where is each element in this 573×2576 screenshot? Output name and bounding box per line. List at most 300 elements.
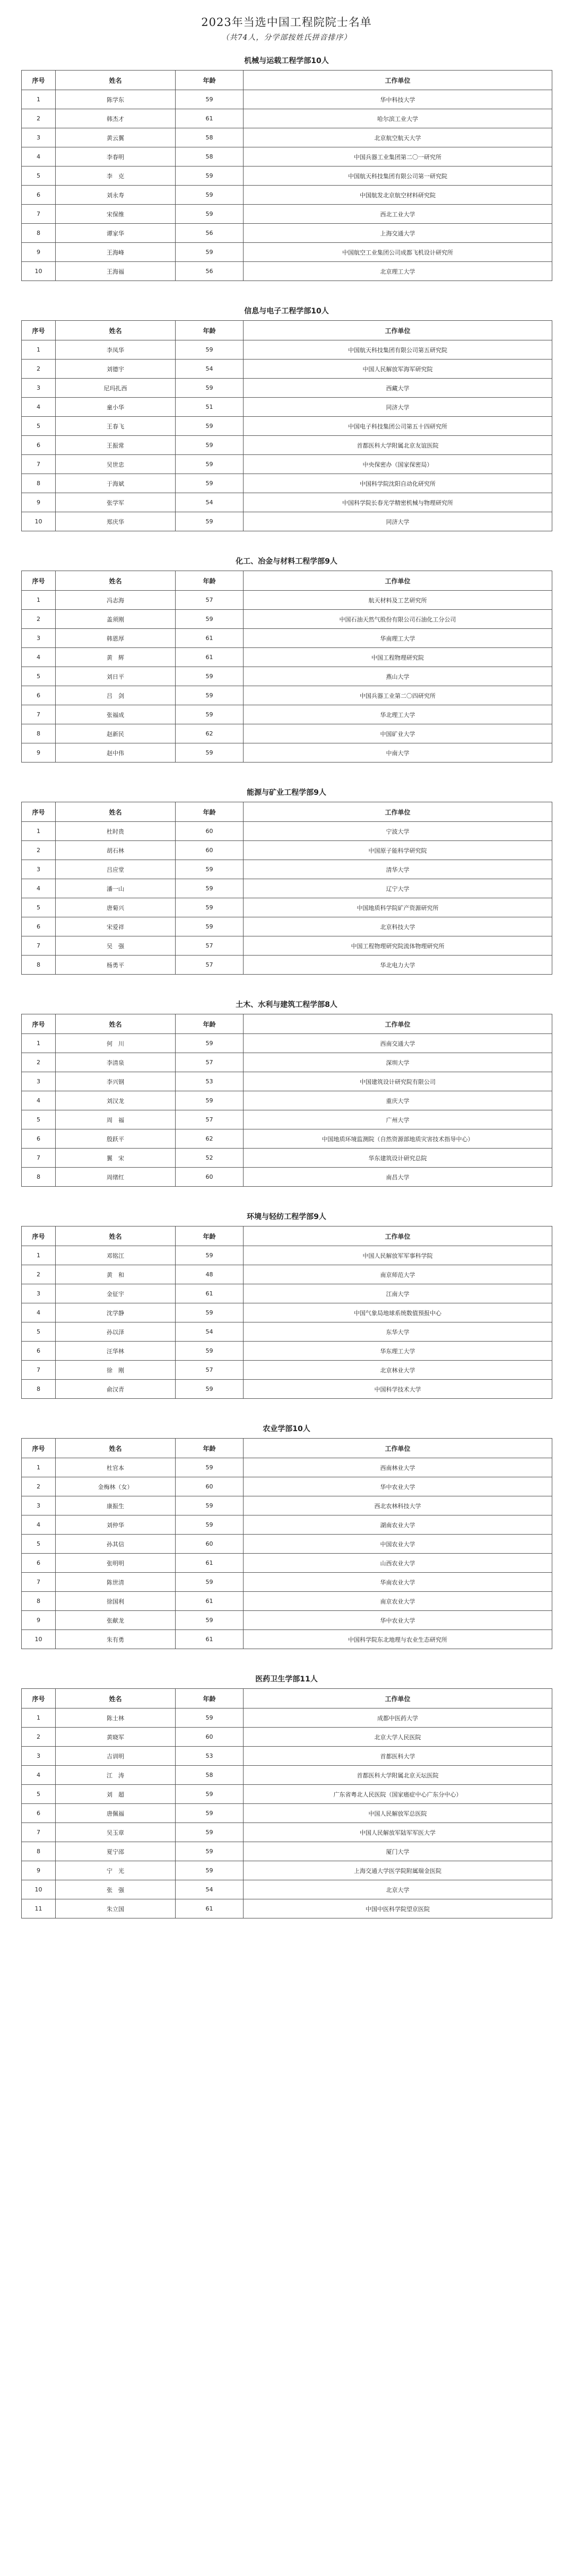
table-row — [22, 128, 552, 147]
header-unit: 工作单位 — [244, 1014, 552, 1034]
cell-unit: 中国兵器工业第二〇四研究所 — [244, 686, 552, 705]
cell-name: 沈学静 — [56, 1303, 176, 1322]
member-table — [21, 571, 552, 763]
cell-name: 潘一山 — [56, 879, 176, 898]
cell-unit: 中国航发北京航空材料研究院 — [244, 186, 552, 205]
cell-number: 2 — [22, 1477, 56, 1496]
cell-unit: 宁波大学 — [244, 822, 552, 841]
table-header-row — [22, 571, 552, 591]
table-row — [22, 167, 552, 186]
cell-name: 赵中伟 — [56, 743, 176, 763]
table-row — [22, 1149, 552, 1168]
cell-name: 于海斌 — [56, 474, 176, 493]
table-row — [22, 1129, 552, 1149]
cell-unit: 成都中医药大学 — [244, 1708, 552, 1728]
cell-unit: 中国石油天然气股份有限公司石油化工分公司 — [244, 610, 552, 629]
cell-name: 吴 强 — [56, 936, 176, 956]
cell-age: 59 — [176, 436, 244, 455]
table-row — [22, 1880, 552, 1899]
cell-age: 59 — [176, 1804, 244, 1823]
cell-name: 杜官本 — [56, 1458, 176, 1477]
cell-name: 黄晓军 — [56, 1728, 176, 1747]
cell-age: 61 — [176, 1284, 244, 1303]
cell-age: 59 — [176, 455, 244, 474]
table-row — [22, 591, 552, 610]
cell-age: 59 — [176, 686, 244, 705]
cell-unit: 华北理工大学 — [244, 705, 552, 724]
cell-name: 冯志海 — [56, 591, 176, 610]
cell-number: 7 — [22, 936, 56, 956]
cell-name: 尼玛扎西 — [56, 379, 176, 398]
table-row — [22, 860, 552, 879]
table-row — [22, 436, 552, 455]
cell-age: 59 — [176, 1611, 244, 1630]
cell-age: 61 — [176, 1630, 244, 1649]
cell-name: 杨勇平 — [56, 956, 176, 975]
table-row — [22, 109, 552, 128]
cell-number: 6 — [22, 686, 56, 705]
cell-unit: 湖南农业大学 — [244, 1515, 552, 1535]
cell-unit: 航天材料及工艺研究所 — [244, 591, 552, 610]
header-number: 序号 — [22, 1226, 56, 1246]
member-table — [21, 70, 552, 281]
cell-number: 4 — [22, 398, 56, 417]
cell-age: 54 — [176, 1880, 244, 1899]
document-subtitle: （共74人，分学部按姓氏拼音排序） — [221, 33, 352, 42]
cell-unit: 中国兵器工业集团第二〇一研究所 — [244, 147, 552, 167]
header-number: 序号 — [22, 802, 56, 822]
cell-age: 59 — [176, 167, 244, 186]
cell-age: 62 — [176, 724, 244, 743]
cell-name: 陈世清 — [56, 1573, 176, 1592]
cell-age: 59 — [176, 667, 244, 686]
cell-name: 俞汉青 — [56, 1380, 176, 1399]
cell-unit: 深圳大学 — [244, 1053, 552, 1072]
cell-name: 吕 剑 — [56, 686, 176, 705]
cell-age: 53 — [176, 1072, 244, 1091]
cell-number: 6 — [22, 436, 56, 455]
cell-unit: 北京航空航天大学 — [244, 128, 552, 147]
cell-number: 6 — [22, 1342, 56, 1361]
cell-number: 7 — [22, 1823, 56, 1842]
cell-name: 张献龙 — [56, 1611, 176, 1630]
cell-unit: 辽宁大学 — [244, 879, 552, 898]
cell-number: 7 — [22, 1573, 56, 1592]
cell-unit: 西南林业大学 — [244, 1458, 552, 1477]
header-name: 姓名 — [56, 321, 176, 340]
table-row — [22, 1515, 552, 1535]
table-row — [22, 1842, 552, 1861]
cell-unit: 西北工业大学 — [244, 205, 552, 224]
cell-unit: 中国人民解放军海军研究院 — [244, 360, 552, 379]
cell-number: 1 — [22, 1034, 56, 1053]
cell-name: 张福成 — [56, 705, 176, 724]
cell-age: 59 — [176, 512, 244, 531]
cell-age: 60 — [176, 1535, 244, 1554]
header-age: 年龄 — [176, 1014, 244, 1034]
cell-unit: 首都医科大学附属北京友谊医院 — [244, 436, 552, 455]
cell-number: 3 — [22, 629, 56, 648]
cell-name: 李兴钢 — [56, 1072, 176, 1091]
cell-name: 汪华林 — [56, 1342, 176, 1361]
table-row — [22, 340, 552, 360]
header-age: 年龄 — [176, 1439, 244, 1458]
cell-name: 王海福 — [56, 262, 176, 281]
cell-number: 9 — [22, 1861, 56, 1880]
cell-unit: 中国气象局地球系统数值预报中心 — [244, 1303, 552, 1322]
cell-number: 6 — [22, 1129, 56, 1149]
cell-unit: 中央保密办（国家保密局） — [244, 455, 552, 474]
table-row — [22, 1708, 552, 1728]
table-row — [22, 1899, 552, 1918]
table-row — [22, 667, 552, 686]
table-row — [22, 224, 552, 243]
cell-age: 54 — [176, 493, 244, 512]
cell-number: 3 — [22, 379, 56, 398]
table-row — [22, 1785, 552, 1804]
cell-number: 8 — [22, 474, 56, 493]
cell-number: 1 — [22, 1246, 56, 1265]
cell-age: 58 — [176, 147, 244, 167]
header-age: 年龄 — [176, 1226, 244, 1246]
cell-age: 59 — [176, 417, 244, 436]
table-row — [22, 743, 552, 763]
table-row — [22, 879, 552, 898]
cell-unit: 华东理工大学 — [244, 1342, 552, 1361]
cell-age: 54 — [176, 1322, 244, 1342]
table-row — [22, 186, 552, 205]
cell-number: 4 — [22, 1766, 56, 1785]
cell-name: 李春明 — [56, 147, 176, 167]
cell-age: 57 — [176, 1053, 244, 1072]
cell-age: 59 — [176, 898, 244, 917]
table-row — [22, 205, 552, 224]
member-table — [21, 1226, 552, 1399]
cell-name: 刘日平 — [56, 667, 176, 686]
cell-age: 48 — [176, 1265, 244, 1284]
table-row — [22, 898, 552, 917]
cell-name: 金征宇 — [56, 1284, 176, 1303]
header-age: 年龄 — [176, 802, 244, 822]
table-row — [22, 1592, 552, 1611]
cell-name: 何 川 — [56, 1034, 176, 1053]
cell-number: 8 — [22, 224, 56, 243]
cell-age: 59 — [176, 879, 244, 898]
cell-unit: 中国科学院沈阳自动化研究所 — [244, 474, 552, 493]
cell-number: 1 — [22, 90, 56, 109]
header-number: 序号 — [22, 321, 56, 340]
cell-age: 57 — [176, 591, 244, 610]
cell-unit: 中国科学院东北地理与农业生态研究所 — [244, 1630, 552, 1649]
cell-number: 2 — [22, 610, 56, 629]
cell-number: 5 — [22, 1322, 56, 1342]
cell-name: 夏宁邵 — [56, 1842, 176, 1861]
cell-name: 徐 刚 — [56, 1361, 176, 1380]
table-row — [22, 512, 552, 531]
cell-name: 唐佩福 — [56, 1804, 176, 1823]
cell-unit: 广州大学 — [244, 1110, 552, 1129]
cell-name: 李凤华 — [56, 340, 176, 360]
section — [21, 550, 552, 782]
table-row — [22, 1053, 552, 1072]
cell-unit: 华中农业大学 — [244, 1611, 552, 1630]
cell-unit: 中国地质科学院矿产资源研究所 — [244, 898, 552, 917]
cell-unit: 西南交通大学 — [244, 1034, 552, 1053]
cell-age: 61 — [176, 1592, 244, 1611]
cell-number: 5 — [22, 1785, 56, 1804]
cell-name: 韩恩厚 — [56, 629, 176, 648]
cell-name: 王海峰 — [56, 243, 176, 262]
cell-name: 胡石林 — [56, 841, 176, 860]
table-header-row — [22, 1689, 552, 1708]
cell-name: 黄 和 — [56, 1265, 176, 1284]
document-title: 2023年当选中国工程院院士名单 — [201, 16, 372, 29]
cell-number: 5 — [22, 167, 56, 186]
cell-age: 59 — [176, 379, 244, 398]
cell-unit: 北京林业大学 — [244, 1361, 552, 1380]
header-name: 姓名 — [56, 1689, 176, 1708]
cell-unit: 山西农业大学 — [244, 1554, 552, 1573]
cell-name: 张学军 — [56, 493, 176, 512]
cell-number: 3 — [22, 1284, 56, 1303]
header-name: 姓名 — [56, 71, 176, 90]
cell-number: 8 — [22, 956, 56, 975]
cell-name: 宁 光 — [56, 1861, 176, 1880]
cell-number: 1 — [22, 1458, 56, 1477]
table-row — [22, 455, 552, 474]
cell-age: 59 — [176, 743, 244, 763]
cell-name: 王振常 — [56, 436, 176, 455]
table-row — [22, 956, 552, 975]
header-age: 年龄 — [176, 71, 244, 90]
header-number: 序号 — [22, 1014, 56, 1034]
cell-name: 陈士林 — [56, 1708, 176, 1728]
cell-age: 59 — [176, 1708, 244, 1728]
cell-unit: 中国航天科技集团有限公司第五研究院 — [244, 340, 552, 360]
cell-name: 谭家华 — [56, 224, 176, 243]
cell-unit: 中国人民解放军陆军军医大学 — [244, 1823, 552, 1842]
cell-number: 10 — [22, 262, 56, 281]
section-title: 医药卫生学部11人 — [255, 1675, 318, 1684]
cell-name: 翼 宋 — [56, 1149, 176, 1168]
cell-name: 朱立国 — [56, 1899, 176, 1918]
header-name: 姓名 — [56, 571, 176, 591]
cell-number: 5 — [22, 898, 56, 917]
cell-age: 59 — [176, 1785, 244, 1804]
cell-number: 2 — [22, 360, 56, 379]
cell-age: 57 — [176, 956, 244, 975]
cell-unit: 北京大学 — [244, 1880, 552, 1899]
cell-unit: 南京农业大学 — [244, 1592, 552, 1611]
table-row — [22, 1361, 552, 1380]
cell-number: 4 — [22, 147, 56, 167]
cell-unit: 中国人民解放军军事科学院 — [244, 1246, 552, 1265]
cell-name: 朱有勇 — [56, 1630, 176, 1649]
cell-number: 1 — [22, 822, 56, 841]
cell-age: 60 — [176, 822, 244, 841]
cell-age: 59 — [176, 610, 244, 629]
section — [21, 1668, 552, 1918]
table-row — [22, 822, 552, 841]
table-row — [22, 1168, 552, 1187]
cell-number: 3 — [22, 860, 56, 879]
table-row — [22, 936, 552, 956]
cell-number: 3 — [22, 128, 56, 147]
section-title: 化工、冶金与材料工程学部9人 — [236, 557, 337, 566]
table-row — [22, 1630, 552, 1649]
cell-unit: 中国航空工业集团公司成都飞机设计研究所 — [244, 243, 552, 262]
cell-number: 10 — [22, 1880, 56, 1899]
cell-unit: 同济大学 — [244, 512, 552, 531]
cell-name: 金梅林（女） — [56, 1477, 176, 1496]
cell-unit: 中国电子科技集团公司第五十四研究所 — [244, 417, 552, 436]
cell-age: 59 — [176, 1303, 244, 1322]
section — [21, 1206, 552, 1418]
cell-number: 8 — [22, 1168, 56, 1187]
cell-name: 李 克 — [56, 167, 176, 186]
cell-name: 郑庆华 — [56, 512, 176, 531]
cell-name: 吕应堂 — [56, 860, 176, 879]
cell-unit: 中国矿业大学 — [244, 724, 552, 743]
cell-number: 10 — [22, 512, 56, 531]
cell-number: 1 — [22, 591, 56, 610]
header-name: 姓名 — [56, 1226, 176, 1246]
cell-number: 5 — [22, 417, 56, 436]
cell-number: 6 — [22, 917, 56, 936]
section — [21, 782, 552, 994]
cell-name: 江 涛 — [56, 1766, 176, 1785]
cell-unit: 中国航天科技集团有限公司第一研究院 — [244, 167, 552, 186]
header-number: 序号 — [22, 71, 56, 90]
cell-age: 52 — [176, 1149, 244, 1168]
cell-age: 59 — [176, 1380, 244, 1399]
table-row — [22, 243, 552, 262]
cell-number: 6 — [22, 1804, 56, 1823]
table-row — [22, 1747, 552, 1766]
cell-unit: 中国科学技术大学 — [244, 1380, 552, 1399]
cell-unit: 中国农业大学 — [244, 1535, 552, 1554]
cell-age: 59 — [176, 860, 244, 879]
cell-number: 4 — [22, 879, 56, 898]
cell-age: 57 — [176, 1361, 244, 1380]
cell-unit: 华南农业大学 — [244, 1573, 552, 1592]
cell-age: 57 — [176, 936, 244, 956]
cell-name: 李清泉 — [56, 1053, 176, 1072]
cell-unit: 广东省粤北人民医院（国家癌症中心广东分中心） — [244, 1785, 552, 1804]
cell-name: 吴玉章 — [56, 1823, 176, 1842]
table-row — [22, 1034, 552, 1053]
cell-number: 9 — [22, 493, 56, 512]
cell-age: 58 — [176, 128, 244, 147]
cell-number: 8 — [22, 1842, 56, 1861]
cell-number: 7 — [22, 705, 56, 724]
cell-unit: 首都医科大学 — [244, 1747, 552, 1766]
table-header-row — [22, 321, 552, 340]
cell-name: 杜时贵 — [56, 822, 176, 841]
table-row — [22, 1611, 552, 1630]
cell-name: 赵新民 — [56, 724, 176, 743]
cell-unit: 东华大学 — [244, 1322, 552, 1342]
section-title: 农业学部10人 — [263, 1425, 310, 1433]
cell-unit: 华北电力大学 — [244, 956, 552, 975]
cell-number: 5 — [22, 1110, 56, 1129]
table-row — [22, 648, 552, 667]
cell-age: 51 — [176, 398, 244, 417]
cell-number: 10 — [22, 1630, 56, 1649]
cell-number: 1 — [22, 340, 56, 360]
cell-number: 4 — [22, 1515, 56, 1535]
cell-unit: 重庆大学 — [244, 1091, 552, 1110]
header-number: 序号 — [22, 1439, 56, 1458]
table-row — [22, 1804, 552, 1823]
cell-number: 9 — [22, 1611, 56, 1630]
cell-name: 陈学东 — [56, 90, 176, 109]
cell-name: 韩杰才 — [56, 109, 176, 128]
cell-unit: 中国原子能科学研究院 — [244, 841, 552, 860]
cell-unit: 南京师范大学 — [244, 1265, 552, 1284]
header-unit: 工作单位 — [244, 1439, 552, 1458]
cell-unit: 首都医科大学附属北京天坛医院 — [244, 1766, 552, 1785]
table-row — [22, 360, 552, 379]
header-unit: 工作单位 — [244, 1226, 552, 1246]
cell-name: 刘仲华 — [56, 1515, 176, 1535]
cell-age: 53 — [176, 1747, 244, 1766]
cell-name: 张明明 — [56, 1554, 176, 1573]
cell-age: 59 — [176, 1496, 244, 1515]
section — [21, 50, 552, 300]
cell-name: 刘永寿 — [56, 186, 176, 205]
cell-number: 11 — [22, 1899, 56, 1918]
cell-number: 8 — [22, 1380, 56, 1399]
table-row — [22, 1072, 552, 1091]
table-row — [22, 1823, 552, 1842]
cell-number: 1 — [22, 1708, 56, 1728]
cell-unit: 厦门大学 — [244, 1842, 552, 1861]
cell-age: 60 — [176, 1168, 244, 1187]
table-row — [22, 1380, 552, 1399]
cell-unit: 上海交通大学医学院附属瑞金医院 — [244, 1861, 552, 1880]
cell-name: 张 强 — [56, 1880, 176, 1899]
table-header-row — [22, 71, 552, 90]
table-row — [22, 1342, 552, 1361]
cell-name: 刘 超 — [56, 1785, 176, 1804]
cell-age: 59 — [176, 705, 244, 724]
cell-age: 59 — [176, 186, 244, 205]
cell-unit: 中国工程物理研究院流体物理研究所 — [244, 936, 552, 956]
table-row — [22, 1458, 552, 1477]
cell-unit: 燕山大学 — [244, 667, 552, 686]
cell-unit: 中国地质环境监测院（自然资源部地质灾害技术指导中心） — [244, 1129, 552, 1149]
cell-name: 黄 辉 — [56, 648, 176, 667]
table-row — [22, 629, 552, 648]
table-row — [22, 1303, 552, 1322]
cell-number: 9 — [22, 243, 56, 262]
header-age: 年龄 — [176, 1689, 244, 1708]
cell-unit: 上海交通大学 — [244, 224, 552, 243]
cell-number: 2 — [22, 1728, 56, 1747]
cell-age: 54 — [176, 360, 244, 379]
cell-age: 61 — [176, 1899, 244, 1918]
cell-number: 2 — [22, 1265, 56, 1284]
table-row — [22, 1091, 552, 1110]
cell-unit: 华中农业大学 — [244, 1477, 552, 1496]
cell-number: 3 — [22, 1496, 56, 1515]
cell-age: 61 — [176, 109, 244, 128]
member-table — [21, 1688, 552, 1918]
table-row — [22, 1477, 552, 1496]
cell-name: 盖须刚 — [56, 610, 176, 629]
header-unit: 工作单位 — [244, 71, 552, 90]
